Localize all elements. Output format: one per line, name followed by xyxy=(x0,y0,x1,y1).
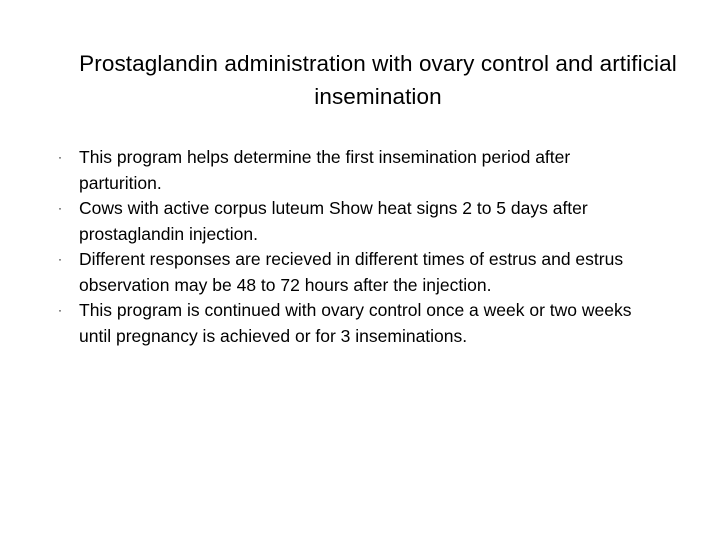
bullet-item xyxy=(56,196,656,247)
bullet-dot-icon: · xyxy=(58,150,62,164)
bullet-list xyxy=(56,145,656,349)
bullet-item xyxy=(56,298,656,349)
bullet-item xyxy=(56,247,656,298)
bullet-text: Different responses are recieved in different times of estrus and estrus observation may be 48 to 72 hours after the injection. xyxy=(79,249,624,295)
bullet-text: This program helps determine the first insemination period after parturition. xyxy=(79,147,571,193)
bullet-text: This program is continued with ovary control once a week or two weeks until pregnancy is achieved or for 3 inseminations. xyxy=(79,300,632,346)
bullet-dot-icon: · xyxy=(58,201,62,215)
bullet-item xyxy=(56,145,656,196)
bullet-text: Cows with active corpus luteum Show heat signs 2 to 5 days after prostaglandin injection. xyxy=(79,198,588,244)
bullet-dot-icon: · xyxy=(58,303,62,317)
bullet-dot-icon: · xyxy=(58,252,62,266)
slide-title: Prostaglandin administration with ovary control and artificial insemination xyxy=(79,51,677,109)
